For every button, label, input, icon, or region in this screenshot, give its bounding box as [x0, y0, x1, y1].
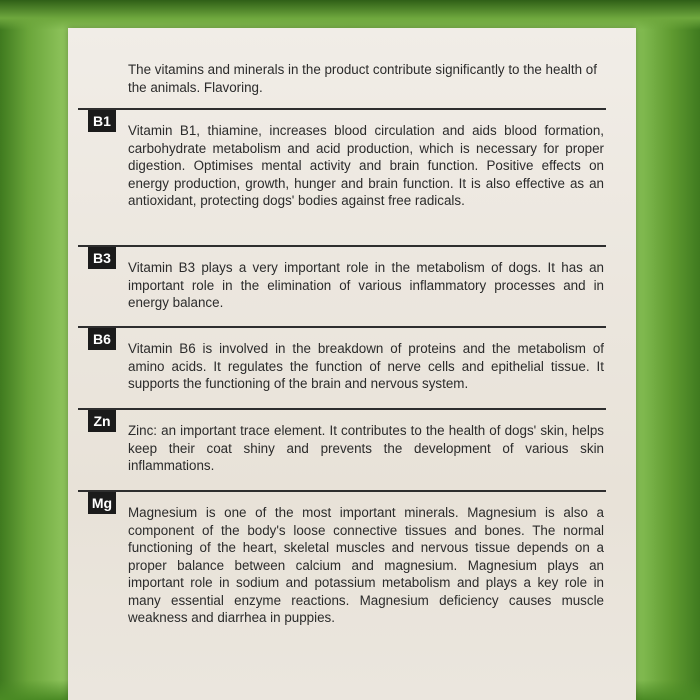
nutrient-text-b1: Vitamin B1, thiamine, increases blood circulation and aids blood formation, carbohydrate metabolism and acid production, which is necessary for proper digestion. Optimises mental activity and brain function. Positive effects on energy production, growth, hunger and brain function. It is also effective as an antioxidant, protecting dogs' bodies against free radicals.: [128, 123, 604, 208]
section-divider: [78, 245, 606, 247]
section-divider: [78, 108, 606, 110]
nutrient-text-b3: Vitamin B3 plays a very important role in the metabolism of dogs. It has an important role in the elimination of various inflammatory processes and in energy balance.: [128, 260, 604, 310]
section-divider: [78, 490, 606, 492]
nutrient-badge-zn: Zn: [88, 410, 116, 432]
nutrient-text-b6: Vitamin B6 is involved in the breakdown of proteins and the metabolism of amino acids. It regulates the function of nerve cells and epithelial tissue. It supports the functioning of the brain and nervous system.: [128, 341, 604, 391]
intro-text: The vitamins and minerals in the product contribute significantly to the health of the animals. Flavoring.: [128, 62, 597, 95]
nutrient-badge-b3: B3: [88, 247, 116, 269]
info-panel: [68, 28, 636, 700]
nutrient-text-mg: Magnesium is one of the most important minerals. Magnesium is also a component of the body's loose connective tissues and bones. The normal functioning of the heart, skeletal muscles and nervous tissue depends on a proper balance between calcium and magnesium. Magnesium plays an important role in sodium and potassium metabolism and plays a key role in many essential enzyme reactions. Magnesium deficiency causes muscle weakness and diarrhea in puppies.: [128, 505, 604, 625]
nutrient-text-zn: Zinc: an important trace element. It contributes to the health of dogs' skin, helps keep their coat shiny and prevents the development of various skin inflammations.: [128, 423, 604, 473]
section-divider: [78, 408, 606, 410]
nutrient-badge-b1: B1: [88, 110, 116, 132]
grass-background-top: [0, 0, 700, 30]
nutrient-badge-mg: Mg: [88, 492, 116, 514]
section-divider: [78, 326, 606, 328]
nutrient-badge-b6: B6: [88, 328, 116, 350]
